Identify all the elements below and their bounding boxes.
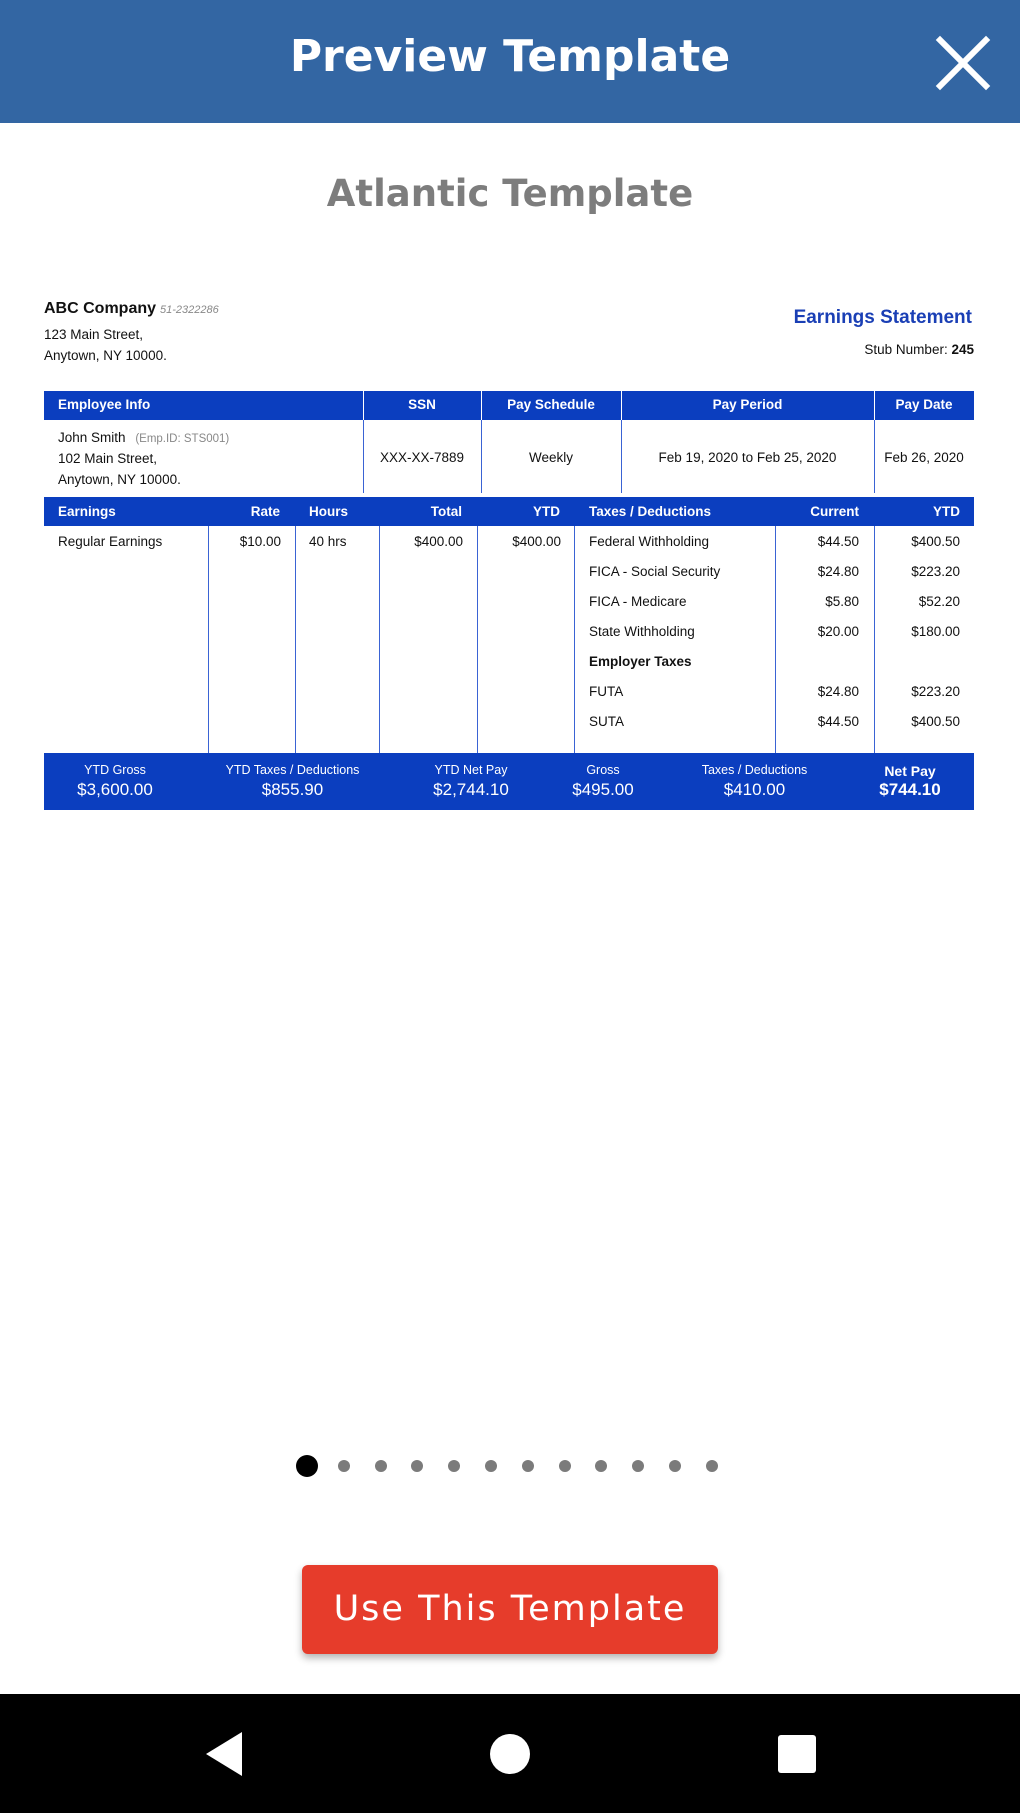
total-value: $495.00 [572, 780, 634, 799]
tax-name: State Withholding [589, 624, 695, 639]
row-divider [363, 420, 364, 493]
tax-ytd: $52.20 [918, 594, 960, 609]
total-label: YTD Gross [84, 763, 146, 777]
header-divider [621, 391, 622, 420]
total-gross [543, 753, 663, 810]
close-button[interactable] [928, 28, 1000, 100]
total-label: YTD Net Pay [434, 763, 508, 777]
nav-recents-button[interactable] [767, 1724, 827, 1784]
recents-icon [767, 1724, 827, 1784]
company-line [44, 300, 219, 318]
header-earnings-ytd: YTD [533, 504, 560, 519]
employee-id: (Emp.ID: STS001) [135, 433, 230, 445]
employee-pay-period: Feb 19, 2020 to Feb 25, 2020 [658, 450, 837, 465]
tax-current: $44.50 [817, 534, 859, 549]
earning-hours: 40 hrs [309, 534, 347, 549]
page-dot[interactable] [669, 1460, 681, 1472]
header-pay-period: Pay Period [712, 397, 783, 412]
page-dot[interactable] [595, 1460, 607, 1472]
stub-number [864, 342, 974, 357]
total-label: Taxes / Deductions [701, 763, 808, 777]
header-hours: Hours [309, 504, 349, 519]
employer-taxes-label: Employer Taxes [589, 654, 692, 669]
header-divider [363, 391, 364, 420]
tax-ytd: $400.50 [911, 534, 960, 549]
total-ytd-taxes [186, 753, 399, 810]
company-name: ABC Company [44, 300, 157, 317]
tax-name: FICA - Social Security [589, 564, 721, 579]
employee-pay-schedule: Weekly [528, 450, 573, 465]
header-pay-date: Pay Date [895, 397, 953, 412]
row-divider [874, 420, 875, 493]
pagination-dots [0, 1454, 1020, 1478]
header-earnings: Earnings [58, 504, 116, 519]
row-divider [481, 420, 482, 493]
nav-home-button[interactable] [480, 1724, 540, 1784]
tax-name: FICA - Medicare [589, 594, 687, 609]
employer-tax-ytd: $400.50 [911, 714, 960, 729]
back-icon [196, 1724, 256, 1784]
use-template-button[interactable]: Use This Template [302, 1565, 718, 1654]
total-value: $2,744.10 [433, 780, 509, 799]
header-employee-info: Employee Info [58, 397, 151, 412]
total-value: $855.90 [261, 780, 324, 799]
totals-bar [44, 753, 974, 810]
employee-pay-date: Feb 26, 2020 [884, 450, 964, 465]
company-ein: 51-2322286 [160, 304, 219, 316]
column-divider [295, 526, 296, 753]
header-tax-ytd: YTD [933, 504, 960, 519]
company-address-line2: Anytown, NY 10000. [44, 348, 167, 363]
tax-current: $5.80 [825, 594, 859, 609]
column-divider [477, 526, 478, 753]
employee-address-line1: 102 Main Street, [58, 451, 158, 466]
header-rate: Rate [250, 504, 280, 519]
earning-rate: $10.00 [239, 534, 281, 549]
company-address-line1: 123 Main Street, [44, 327, 144, 342]
tax-ytd: $223.20 [911, 564, 960, 579]
total-value: $3,600.00 [77, 780, 153, 799]
page-dot[interactable] [448, 1460, 460, 1472]
total-net-pay [846, 753, 974, 810]
employee-ssn: XXX-XX-7889 [379, 450, 465, 465]
total-ytd-net-pay [399, 753, 543, 810]
page-dot-active[interactable] [296, 1455, 318, 1477]
column-divider [208, 526, 209, 753]
column-divider [574, 526, 575, 753]
paystub-preview [44, 296, 974, 810]
page-dot[interactable] [632, 1460, 644, 1472]
employee-name-line [58, 430, 229, 445]
stub-number-value: 245 [951, 342, 974, 357]
column-divider [379, 526, 380, 753]
page-title: Preview Template [289, 31, 731, 82]
page-dot[interactable] [522, 1460, 534, 1472]
employer-tax-ytd: $223.20 [911, 684, 960, 699]
header-divider [874, 391, 875, 420]
page-dot[interactable] [559, 1460, 571, 1472]
header-current: Current [810, 504, 859, 519]
tax-current: $24.80 [817, 564, 859, 579]
tax-current: $20.00 [817, 624, 859, 639]
page-dot[interactable] [375, 1460, 387, 1472]
close-icon [928, 28, 1000, 100]
nav-back-button[interactable] [196, 1724, 256, 1784]
employer-tax-current: $24.80 [817, 684, 859, 699]
top-app-bar [0, 0, 1020, 123]
tax-name: Federal Withholding [589, 534, 710, 549]
header-pay-schedule: Pay Schedule [507, 397, 595, 412]
header-ssn: SSN [408, 397, 436, 412]
statement-title: Earnings Statement [793, 307, 972, 328]
header-taxes-deductions: Taxes / Deductions [589, 504, 712, 519]
earning-total: $400.00 [414, 534, 463, 549]
home-icon [480, 1724, 540, 1784]
header-divider [481, 391, 482, 420]
page-dot[interactable] [485, 1460, 497, 1472]
employer-tax-name: SUTA [589, 714, 625, 729]
header-total: Total [430, 504, 462, 519]
template-name: Atlantic Template [326, 172, 694, 215]
total-label: YTD Taxes / Deductions [225, 763, 360, 777]
total-label: Net Pay [884, 763, 936, 779]
page-dot[interactable] [338, 1460, 350, 1472]
total-taxes [663, 753, 846, 810]
page-dot[interactable] [411, 1460, 423, 1472]
employee-address-line2: Anytown, NY 10000. [58, 472, 181, 487]
total-ytd-gross [44, 753, 186, 810]
employer-tax-current: $44.50 [817, 714, 859, 729]
employer-tax-name: FUTA [589, 684, 624, 699]
row-divider [621, 420, 622, 493]
system-nav-bar [0, 1694, 1020, 1813]
page-dot[interactable] [706, 1460, 718, 1472]
earning-name: Regular Earnings [58, 534, 163, 549]
tax-ytd: $180.00 [911, 624, 960, 639]
stub-number-label: Stub Number: [864, 342, 948, 357]
total-value: $744.10 [879, 780, 941, 799]
earning-ytd: $400.00 [512, 534, 561, 549]
total-label: Gross [586, 763, 620, 777]
employee-name: John Smith [58, 430, 126, 445]
total-value: $410.00 [723, 780, 786, 799]
